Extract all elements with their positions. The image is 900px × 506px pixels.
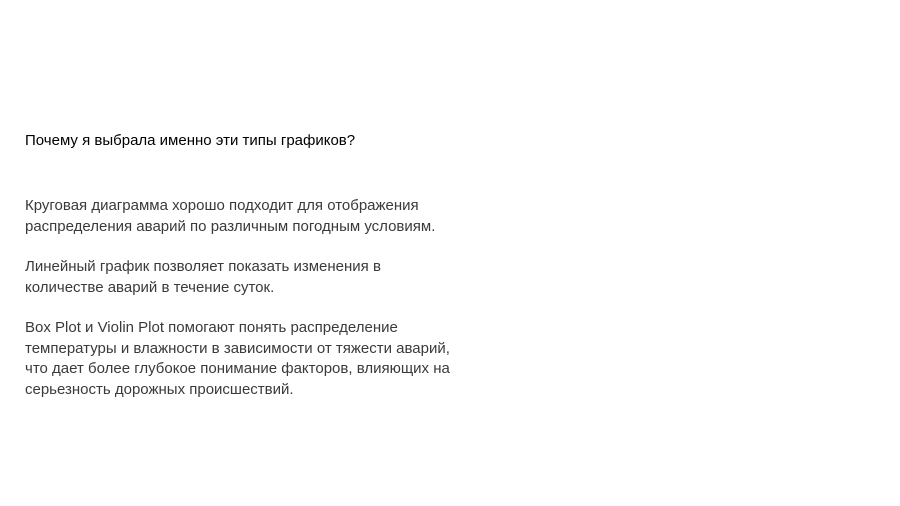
text-line: распределения аварий по различным погодным условиям. — [25, 217, 436, 235]
paragraph-line-chart — [25, 257, 485, 298]
paragraph-pie-chart — [25, 196, 485, 237]
text-line: температуры и влажности в зависимости от тяжести аварий, — [25, 339, 450, 357]
text-line: Линейный график позволяет показать изменения в — [25, 258, 381, 275]
text-line: Box Plot и Violin Plot помогают понять распределение — [25, 319, 398, 336]
paragraph-box-violin — [25, 318, 485, 400]
text-line: количестве аварий в течение суток. — [25, 278, 275, 296]
slide-heading: Почему я выбрала именно эти типы графиков? — [25, 132, 356, 149]
text-line: серьезность дорожных происшествий. — [25, 380, 294, 398]
text-line: что дает более глубокое понимание факторов, влияющих на — [25, 360, 450, 377]
slide-body — [25, 196, 485, 420]
text-line: Круговая диаграмма хорошо подходит для отображения — [25, 197, 419, 214]
